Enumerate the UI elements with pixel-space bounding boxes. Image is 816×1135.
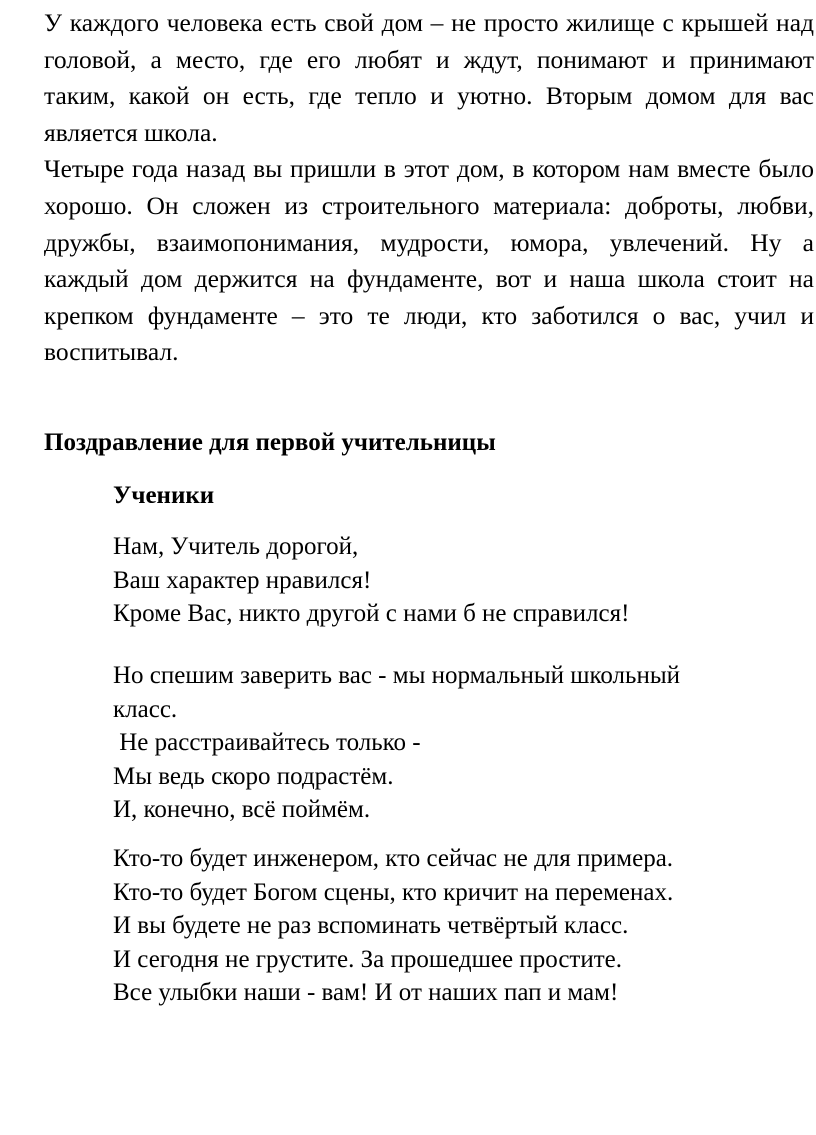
poem-line: класс. — [113, 695, 178, 723]
poem-line: Кто-то будет инженером, кто сейчас не для примера. — [113, 845, 674, 872]
poem-line: И, конечно, всё поймём. — [113, 796, 371, 824]
poem-line: Не расстраивайтесь только - — [113, 729, 421, 757]
poem-stanza-2 — [113, 659, 680, 827]
section-heading: Поздравление для первой учительницы — [44, 429, 496, 456]
poem-stanza-1 — [113, 530, 629, 631]
poem-line: Кроме Вас, никто другой с нами б не справился! — [113, 600, 630, 628]
poem-line: Кто-то будет Богом сцены, кто кричит на переменах. — [113, 878, 674, 906]
poem-line: Все улыбки наши - вам! И от наших пап и мам! — [113, 979, 619, 1007]
intro-text — [44, 5, 814, 371]
poem-line: И вы будете не раз вспоминать четвёртый класс. — [113, 912, 629, 940]
poem-line: И сегодня не грустите. За прошедшее простите. — [113, 945, 622, 973]
poem-line: Нам, Учитель дорогой, — [113, 533, 359, 560]
intro-paragraph-1: У каждого человека есть свой дом – не просто жилище с крышей над головой, а место, где его любят и ждут, понимают и принимают таким, какой он есть, где тепло и уютно. Вторым домом для вас является школа. — [44, 8, 814, 147]
poem-stanza-3 — [113, 842, 673, 1010]
poem-line: Но спешим заверить вас - мы нормальный школьный — [113, 662, 680, 689]
poem-line: Мы ведь скоро подрастём. — [113, 762, 394, 790]
intro-paragraph-2: Четыре года назад вы пришли в этот дом, в котором нам вместе было хорошо. Он сложен из строительного материала: доброты, любви, дружбы, взаимопонимания, мудрости, юмора, увлечений. Ну а каждый дом держится на фундаменте, вот и наша школа стоит на крепком фундаменте – это те люди, кто заботился о вас, учил и воспитывал. — [44, 154, 814, 367]
speaker-label: Ученики — [113, 482, 215, 509]
poem-line: Ваш характер нравился! — [113, 566, 372, 594]
